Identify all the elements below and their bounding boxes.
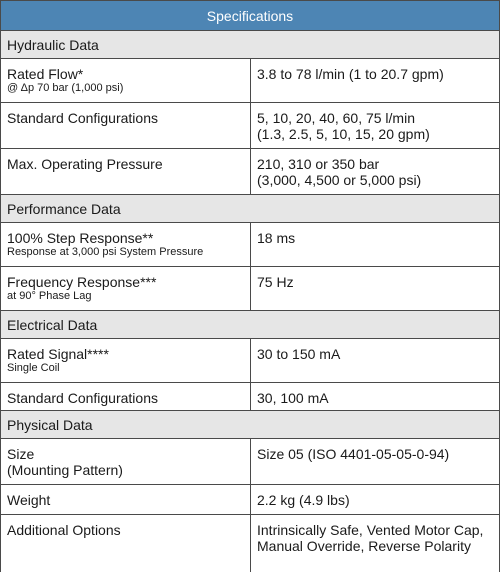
row-label: 100% Step Response** [7, 230, 154, 246]
table-row [1, 439, 499, 485]
row-value: 18 ms [257, 230, 296, 246]
row-value: (1.3, 2.5, 5, 10, 15, 20 gpm) [257, 126, 430, 142]
row-sublabel: at 90° Phase Lag [7, 290, 92, 302]
row-label-cell [1, 59, 251, 102]
row-value-cell [251, 103, 499, 148]
row-label-cell [1, 439, 251, 484]
row-sublabel: @ Δp 70 bar (1,000 psi) [7, 82, 124, 94]
table-row [1, 267, 499, 311]
row-label: Additional Options [7, 522, 121, 538]
row-sublabel: Response at 3,000 psi System Pressure [7, 246, 204, 258]
row-label: Weight [7, 492, 51, 508]
row-value-cell [251, 515, 499, 572]
row-value: 30 to 150 mA [257, 346, 341, 362]
row-value-cell [251, 149, 499, 194]
row-value-cell [251, 439, 499, 484]
table-row [1, 223, 499, 267]
row-label-cell [1, 267, 251, 310]
row-value: 30, 100 mA [257, 390, 329, 406]
section-header-performance: Performance Data [1, 195, 499, 223]
row-value: Size 05 (ISO 4401-05-05-0-94) [257, 446, 450, 462]
row-label: Standard Configurations [7, 110, 158, 126]
row-label-cell [1, 149, 251, 194]
table-title: Specifications [1, 1, 499, 31]
row-value-cell [251, 223, 499, 266]
section-header-electrical: Electrical Data [1, 311, 499, 339]
row-label: Max. Operating Pressure [7, 156, 163, 172]
row-label-cell [1, 223, 251, 266]
row-value-cell [251, 267, 499, 310]
row-value: 75 Hz [257, 274, 294, 290]
section-header-hydraulic: Hydraulic Data [1, 31, 499, 59]
row-label: Frequency Response*** [7, 274, 157, 290]
row-label-cell [1, 515, 251, 572]
row-label-cell [1, 339, 251, 382]
row-label-cell [1, 383, 251, 410]
table-row [1, 103, 499, 149]
row-value-cell [251, 339, 499, 382]
row-value: Manual Override, Reverse Polarity [257, 538, 471, 554]
row-label: Size [7, 446, 35, 462]
table-row [1, 485, 499, 515]
row-sublabel: Single Coil [7, 362, 60, 374]
row-label: Rated Flow* [7, 66, 84, 82]
row-label: Standard Configurations [7, 390, 158, 406]
row-value: (3,000, 4,500 or 5,000 psi) [257, 172, 422, 188]
table-row [1, 59, 499, 103]
row-value: 3.8 to 78 l/min (1 to 20.7 gpm) [257, 66, 444, 82]
row-value: 5, 10, 20, 40, 60, 75 l/min [257, 110, 415, 126]
row-value-cell [251, 59, 499, 102]
table-row [1, 149, 499, 195]
row-value: 210, 310 or 350 bar [257, 156, 380, 172]
row-label-cell [1, 103, 251, 148]
table-row [1, 339, 499, 383]
row-value-cell [251, 485, 499, 514]
row-value: 2.2 kg (4.9 lbs) [257, 492, 350, 508]
section-header-physical: Physical Data [1, 411, 499, 439]
row-label-cell [1, 485, 251, 514]
row-value: Intrinsically Safe, Vented Motor Cap, [257, 522, 484, 538]
table-row [1, 515, 499, 572]
table-row [1, 383, 499, 411]
row-value-cell [251, 383, 499, 410]
row-label: Rated Signal**** [7, 346, 109, 362]
row-label: (Mounting Pattern) [7, 462, 123, 478]
